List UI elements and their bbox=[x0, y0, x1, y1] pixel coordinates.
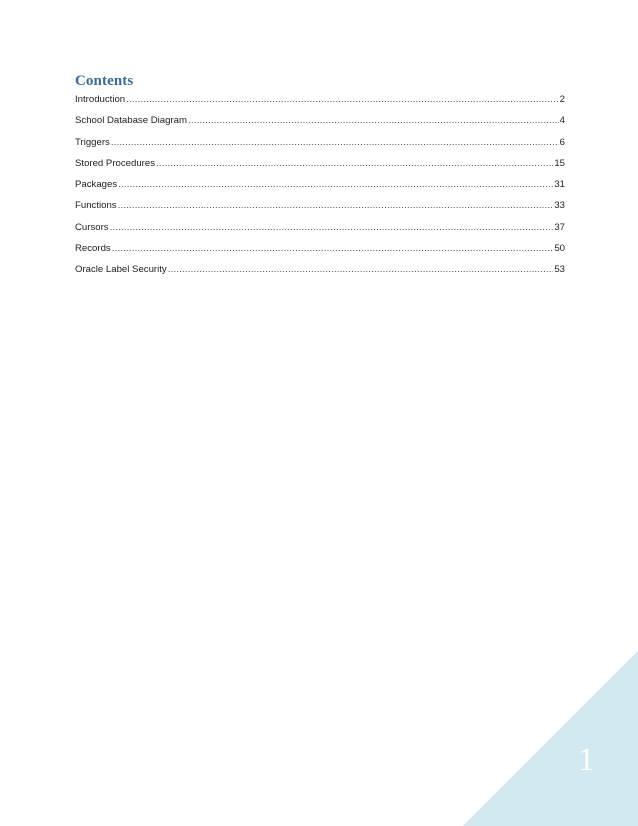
page-number: 1 bbox=[578, 742, 595, 778]
toc-entry-title: Triggers bbox=[75, 136, 110, 148]
toc-entry-page: 4 bbox=[559, 115, 565, 127]
toc-entry-title: Cursors bbox=[75, 221, 109, 233]
toc-entry-title: School Database Diagram bbox=[75, 115, 187, 127]
toc-heading: Contents bbox=[75, 73, 134, 89]
toc-entry-oracle-label-security[interactable] bbox=[75, 264, 565, 285]
toc-entry-page: 2 bbox=[559, 94, 565, 105]
toc-entry-title: Functions bbox=[75, 200, 117, 212]
toc-dot-leader bbox=[118, 179, 553, 190]
toc-entry-page: 53 bbox=[554, 264, 565, 276]
toc-entry-introduction[interactable] bbox=[75, 94, 565, 115]
toc-entry-packages[interactable] bbox=[75, 179, 565, 200]
toc-entry-title: Oracle Label Security bbox=[75, 264, 167, 276]
toc-entry-page: 33 bbox=[554, 200, 565, 212]
toc-entry-page: 15 bbox=[554, 157, 565, 169]
toc-dot-leader bbox=[112, 243, 554, 254]
toc-dot-leader bbox=[168, 264, 554, 275]
toc-dot-leader bbox=[111, 137, 559, 148]
toc-list bbox=[75, 94, 565, 286]
toc-entry-cursors[interactable] bbox=[75, 222, 565, 243]
toc-entry-title: Stored Procedures bbox=[75, 157, 155, 169]
toc-entry-title: Records bbox=[75, 243, 111, 255]
toc-entry-stored-procedures[interactable] bbox=[75, 158, 565, 179]
toc-dot-leader bbox=[188, 115, 559, 126]
toc-entry-page: 31 bbox=[554, 179, 565, 191]
toc-entry-title: Packages bbox=[75, 179, 118, 191]
toc-entry-school-database-diagram[interactable] bbox=[75, 115, 565, 136]
toc-dot-leader bbox=[126, 94, 559, 105]
toc-dot-leader bbox=[118, 200, 554, 211]
toc-entry-page: 37 bbox=[554, 221, 565, 233]
toc-entry-title: Introduction bbox=[75, 94, 126, 105]
toc-dot-leader bbox=[110, 222, 554, 233]
toc-entry-records[interactable] bbox=[75, 243, 565, 264]
toc-entry-triggers[interactable] bbox=[75, 137, 565, 158]
toc-entry-page: 6 bbox=[559, 136, 565, 148]
toc-dot-leader bbox=[156, 158, 553, 169]
toc-entry-page: 50 bbox=[554, 243, 565, 255]
toc-entry-functions[interactable] bbox=[75, 200, 565, 221]
corner-triangle-decoration bbox=[463, 651, 638, 826]
